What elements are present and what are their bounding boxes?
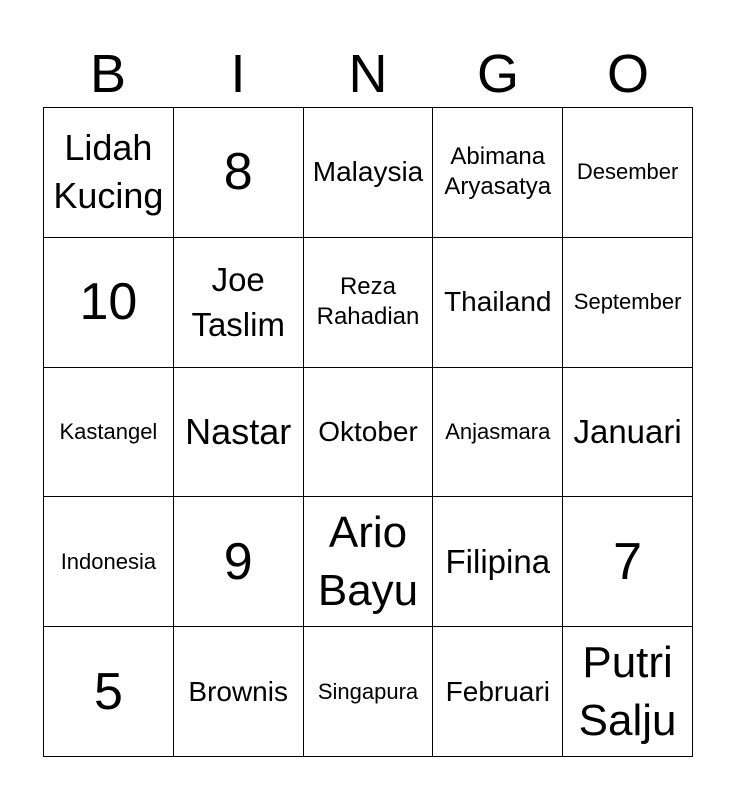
bingo-cell[interactable]: [174, 627, 304, 757]
bingo-cell[interactable]: [563, 497, 693, 627]
cell-label: 7: [613, 532, 643, 591]
bingo-cell[interactable]: [174, 497, 304, 627]
cell-label: Desember: [576, 159, 679, 185]
bingo-cell[interactable]: [433, 368, 563, 498]
header-letter-n: N: [348, 44, 388, 104]
bingo-cell[interactable]: [304, 627, 434, 757]
cell-label: Indonesia: [60, 548, 157, 574]
bingo-cell[interactable]: [304, 497, 434, 627]
header-letter-b: B: [89, 44, 127, 104]
bingo-cell[interactable]: [563, 238, 693, 368]
bingo-cell[interactable]: [174, 238, 304, 368]
bingo-cell[interactable]: [304, 368, 434, 498]
cell-label: Reza Rahadian: [316, 273, 420, 331]
bingo-cell[interactable]: [44, 497, 174, 627]
header-letter-g: G: [476, 44, 519, 104]
cell-label: Februari: [445, 675, 550, 707]
bingo-cell[interactable]: [44, 238, 174, 368]
bingo-cell[interactable]: [174, 368, 304, 498]
cell-label: Lidah Kucing: [53, 127, 164, 217]
cell-label: Januari: [573, 413, 682, 451]
header-letter-i: I: [230, 44, 246, 104]
cell-label: Nastar: [185, 410, 292, 452]
bingo-cell[interactable]: [433, 627, 563, 757]
cell-label: September: [573, 289, 682, 315]
cell-label: Putri Salju: [578, 637, 677, 745]
bingo-cell[interactable]: [304, 238, 434, 368]
bingo-cell[interactable]: [44, 108, 174, 238]
cell-label: Brownis: [188, 675, 288, 707]
header-letter-o: O: [606, 44, 649, 104]
cell-label: Thailand: [444, 286, 552, 318]
cell-label: 10: [79, 273, 138, 332]
bingo-cell[interactable]: [433, 238, 563, 368]
bingo-cell[interactable]: [563, 108, 693, 238]
bingo-cell[interactable]: [433, 497, 563, 627]
bingo-card-grid: [43, 107, 693, 757]
bingo-header: [43, 40, 693, 108]
cell-label: Oktober: [318, 415, 418, 447]
cell-label: Kastangel: [59, 418, 158, 444]
bingo-cell[interactable]: [304, 108, 434, 238]
bingo-cell[interactable]: [44, 368, 174, 498]
cell-label: 5: [93, 662, 123, 721]
bingo-cell[interactable]: [174, 108, 304, 238]
cell-label: Joe Taslim: [191, 261, 285, 344]
cell-label: Singapura: [317, 678, 419, 704]
cell-label: 9: [223, 532, 253, 591]
cell-label: 8: [223, 143, 253, 202]
cell-label: Malaysia: [312, 156, 424, 188]
cell-label: Abimana Aryasatya: [444, 143, 552, 201]
bingo-cell[interactable]: [563, 368, 693, 498]
cell-label: Ario Bayu: [317, 507, 419, 615]
cell-label: Filipina: [445, 543, 551, 581]
bingo-cell[interactable]: [44, 627, 174, 757]
cell-label: Anjasmara: [445, 418, 551, 444]
bingo-cell[interactable]: [433, 108, 563, 238]
bingo-cell[interactable]: [563, 627, 693, 757]
